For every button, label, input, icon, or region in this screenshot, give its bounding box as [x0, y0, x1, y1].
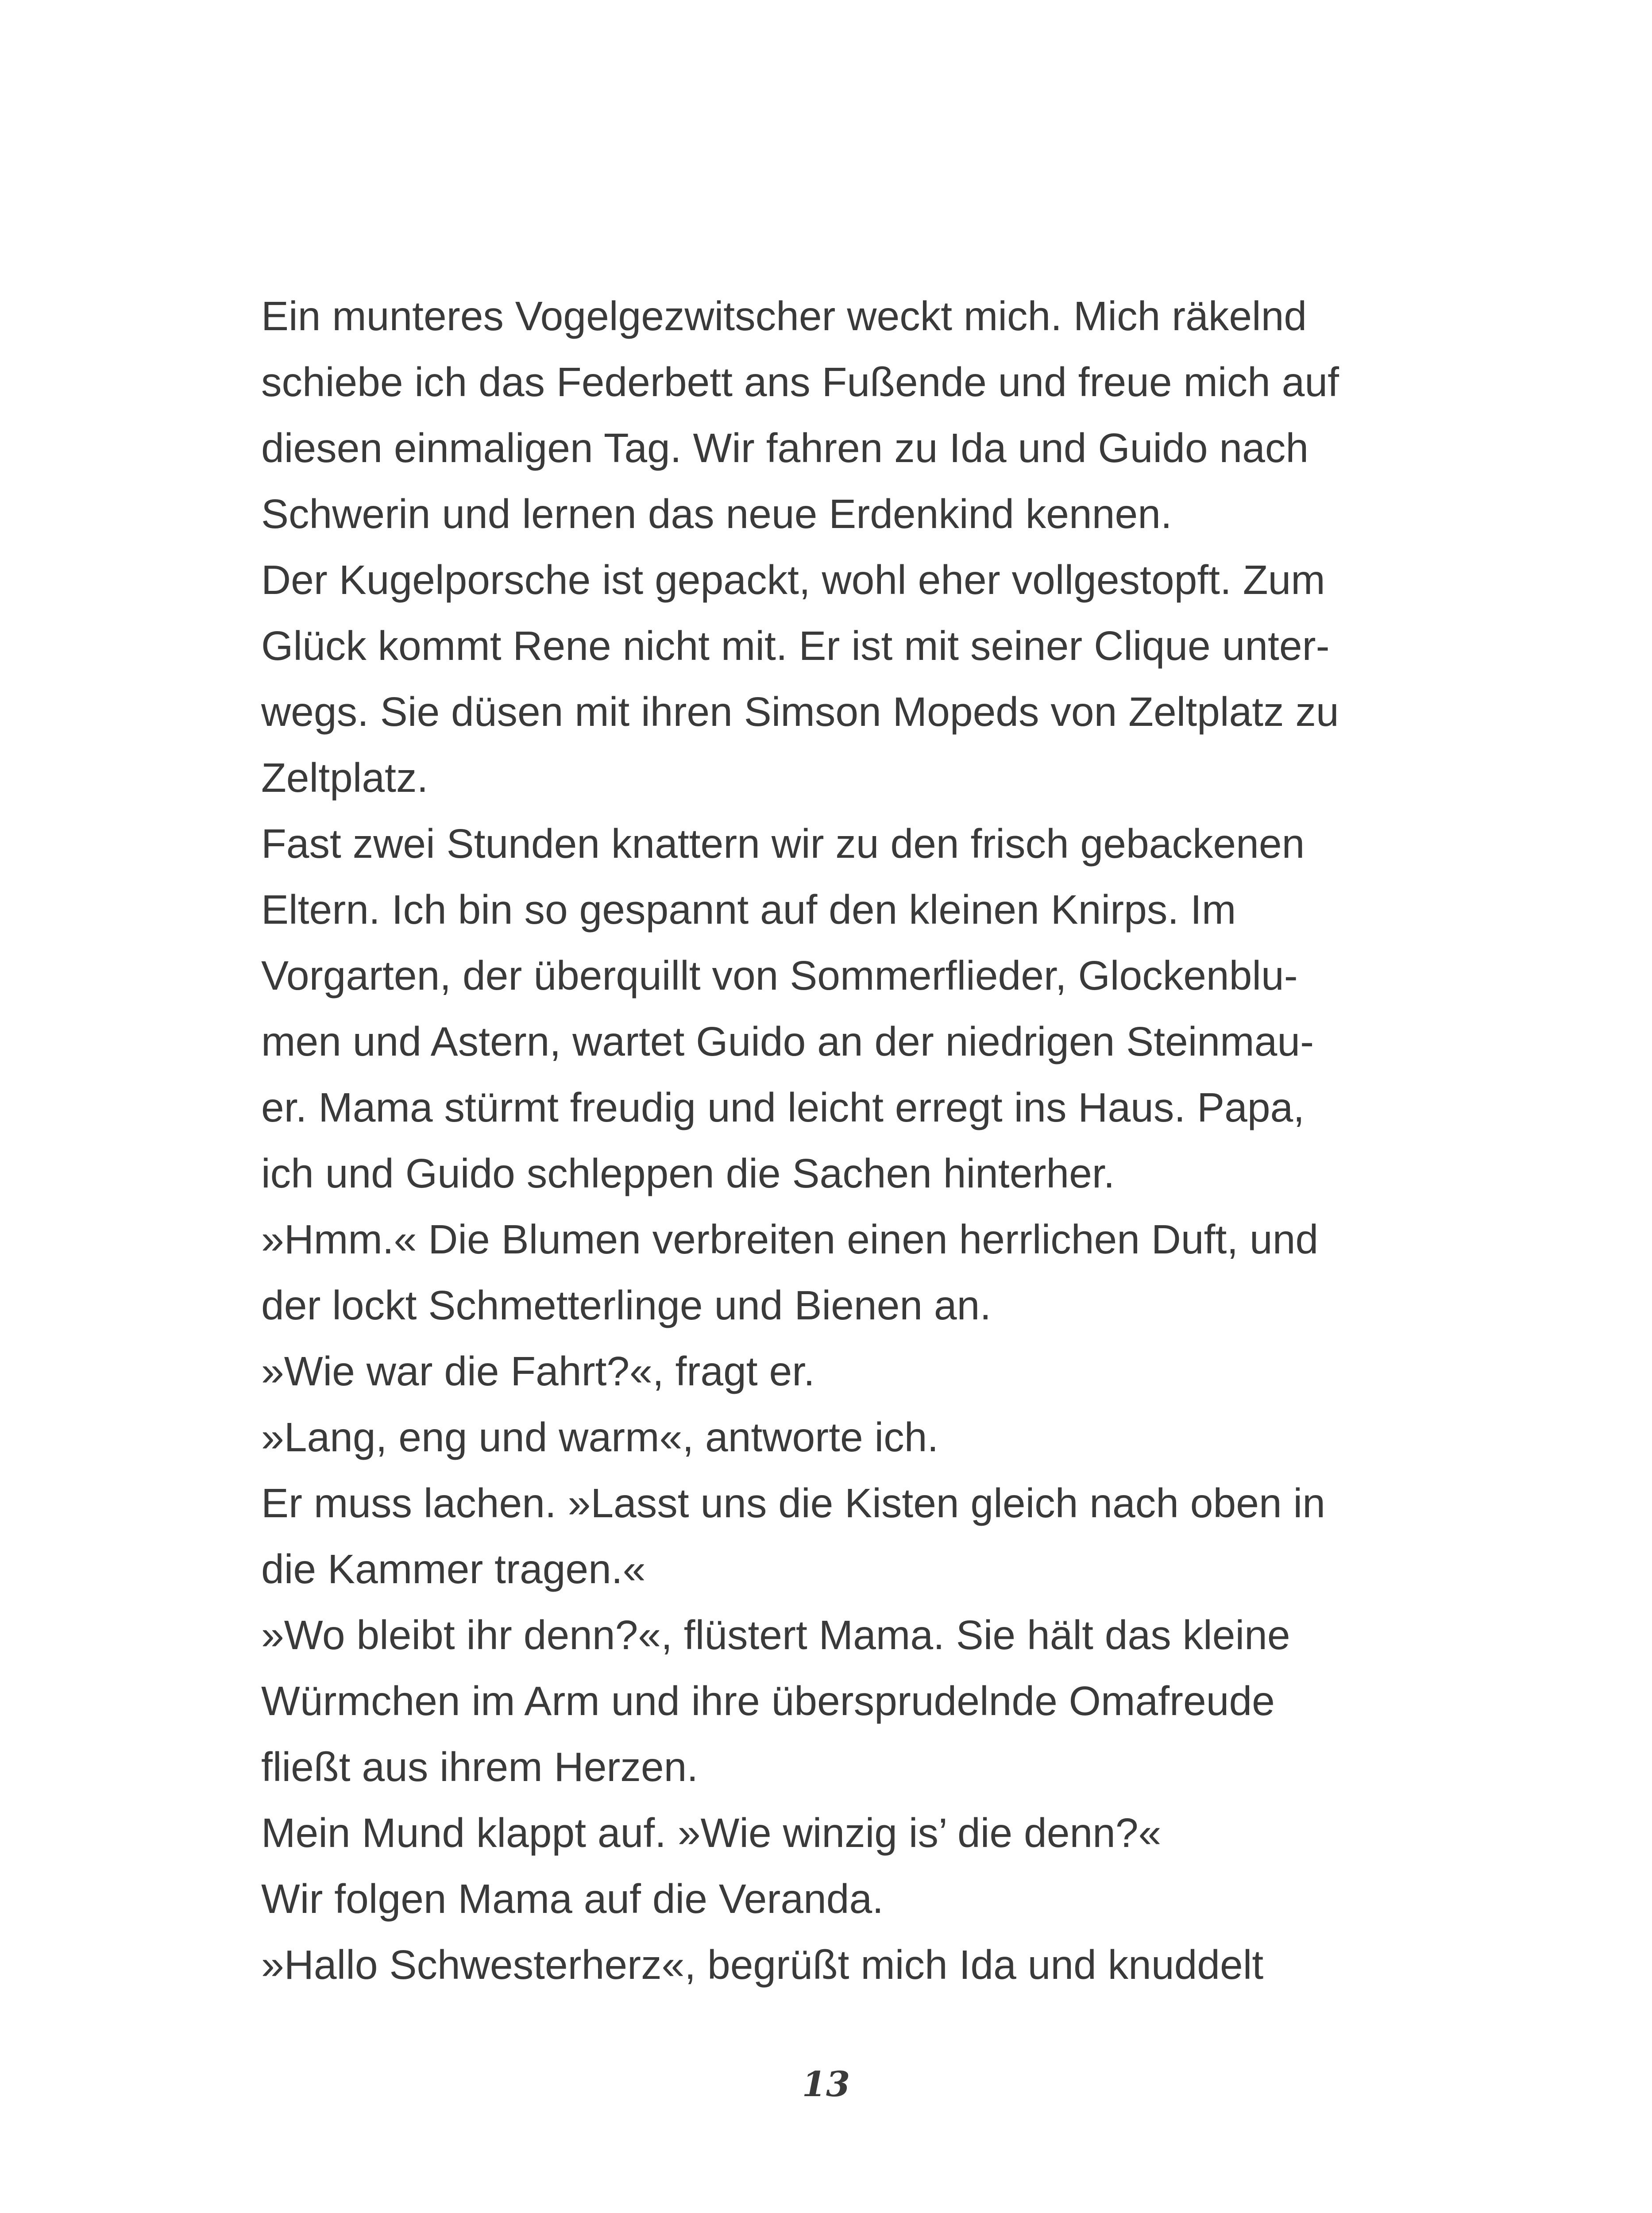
text-line: fließt aus ihrem Herzen. [261, 1744, 699, 1790]
text-line: Schwerin und lernen das neue Erdenkind kennen. [261, 491, 1172, 537]
body-text [261, 283, 1412, 1998]
text-line: der lockt Schmetterlinge und Bienen an. [261, 1282, 992, 1328]
text-line: men und Astern, wartet Guido an der niedrigen Steinmau- [261, 1018, 1314, 1064]
text-line: Vorgarten, der überquillt von Sommerflieder, Glockenblu- [261, 952, 1298, 999]
text-line: »Wo bleibt ihr denn?«, flüstert Mama. Sie hält das kleine [261, 1612, 1290, 1658]
text-line: »Hallo Schwesterherz«, begrüßt mich Ida und knuddelt [261, 1942, 1264, 1988]
text-line: Eltern. Ich bin so gespannt auf den kleinen Knirps. Im [261, 887, 1236, 933]
text-line: Fast zwei Stunden knattern wir zu den frisch gebackenen [261, 821, 1305, 867]
text-line: Würmchen im Arm und ihre übersprudelnde Omafreude [261, 1678, 1275, 1724]
text-line: ich und Guido schleppen die Sachen hinterher. [261, 1150, 1115, 1196]
text-line: Wir folgen Mama auf die Veranda. [261, 1876, 884, 1922]
text-line: diesen einmaligen Tag. Wir fahren zu Ida und Guido nach [261, 425, 1309, 471]
page-number: 13 [802, 2064, 850, 2105]
text-line: Glück kommt Rene nicht mit. Er ist mit seiner Clique unter- [261, 623, 1330, 669]
text-line: schiebe ich das Federbett ans Fußende und freue mich auf [261, 359, 1339, 405]
text-line: er. Mama stürmt freudig und leicht erregt ins Haus. Papa, [261, 1084, 1305, 1130]
text-line: »Hmm.« Die Blumen verbreiten einen herrlichen Duft, und [261, 1216, 1319, 1262]
text-line: die Kammer tragen.« [261, 1546, 646, 1592]
text-line: Zeltplatz. [261, 755, 428, 801]
text-line: Er muss lachen. »Lasst uns die Kisten gleich nach oben in [261, 1480, 1325, 1526]
text-line: Ein munteres Vogelgezwitscher weckt mich. Mich räkelnd [261, 293, 1307, 339]
text-line: Der Kugelporsche ist gepackt, wohl eher vollgestopft. Zum [261, 557, 1325, 603]
text-line: »Wie war die Fahrt?«, fragt er. [261, 1348, 815, 1394]
text-line: wegs. Sie düsen mit ihren Simson Mopeds von Zeltplatz zu [261, 689, 1339, 735]
text-line: Mein Mund klappt auf. »Wie winzig is’ die denn?« [261, 1810, 1162, 1856]
text-line: »Lang, eng und warm«, antworte ich. [261, 1414, 939, 1460]
